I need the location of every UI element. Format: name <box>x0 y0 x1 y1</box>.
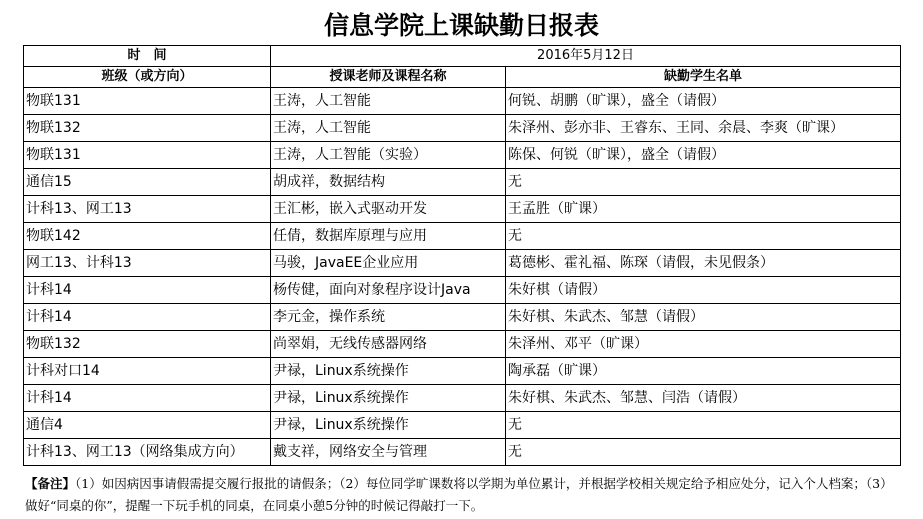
class-cell: 计科14 <box>24 277 271 304</box>
class-cell: 计科对口14 <box>24 358 271 385</box>
course-cell: 王涛，人工智能 <box>271 115 506 142</box>
table-row <box>24 115 901 142</box>
class-cell: 计科14 <box>24 385 271 412</box>
header-row <box>24 67 901 88</box>
class-cell: 计科13、网工13 <box>24 196 271 223</box>
course-cell: 尚翠娟，无线传感器网络 <box>271 331 506 358</box>
course-cell: 任倩，数据库原理与应用 <box>271 223 506 250</box>
absent-cell: 葛德彬、霍礼福、陈琛（请假，未见假条） <box>506 250 901 277</box>
course-cell: 尹禄，Linux系统操作 <box>271 412 506 439</box>
class-cell: 物联131 <box>24 142 271 169</box>
absent-cell: 陈保、何锐（旷课），盛全（请假） <box>506 142 901 169</box>
absent-cell: 朱泽州、彭亦非、王睿东、王同、余晨、李爽（旷课） <box>506 115 901 142</box>
course-cell: 戴支祥，网络安全与管理 <box>271 439 506 466</box>
absent-cell: 无 <box>506 439 901 466</box>
remarks <box>25 473 897 517</box>
absent-cell: 朱泽州、邓平（旷课） <box>506 331 901 358</box>
course-cell: 杨传健，面向对象程序设计Java <box>271 277 506 304</box>
table-row <box>24 250 901 277</box>
absent-cell: 何锐、胡鹏（旷课），盛全（请假） <box>506 88 901 115</box>
absent-cell: 朱好棋（请假） <box>506 277 901 304</box>
course-cell: 王汇彬，嵌入式驱动开发 <box>271 196 506 223</box>
table-row <box>24 385 901 412</box>
absent-cell: 王孟胜（旷课） <box>506 196 901 223</box>
time-row <box>24 46 901 67</box>
absent-cell: 无 <box>506 223 901 250</box>
course-cell: 王涛，人工智能（实验） <box>271 142 506 169</box>
absent-cell: 无 <box>506 169 901 196</box>
class-cell: 网工13、计科13 <box>24 250 271 277</box>
class-cell: 物联132 <box>24 115 271 142</box>
absent-cell: 无 <box>506 412 901 439</box>
class-cell: 物联142 <box>24 223 271 250</box>
course-cell: 尹禄，Linux系统操作 <box>271 358 506 385</box>
table-row <box>24 169 901 196</box>
table-row <box>24 142 901 169</box>
class-cell: 通信15 <box>24 169 271 196</box>
table-row <box>24 358 901 385</box>
table-row <box>24 277 901 304</box>
course-cell: 王涛，人工智能 <box>271 88 506 115</box>
absence-table <box>23 45 901 466</box>
header-absent: 缺勤学生名单 <box>506 67 901 88</box>
table-row <box>24 412 901 439</box>
course-cell: 尹禄，Linux系统操作 <box>271 385 506 412</box>
remarks-tag: 【备注】 <box>25 476 76 491</box>
class-cell: 计科13、网工13（网络集成方向） <box>24 439 271 466</box>
time-label: 时 间 <box>24 46 271 67</box>
table-row <box>24 331 901 358</box>
table-row <box>24 439 901 466</box>
remarks-text: （1）如因病因事请假需提交履行报批的请假条；（2）每位同学旷课数将以学期为单位累计，并根据学校相关规定给予相应处分，记入个人档案；（3）做好“同桌的你”，提醒一下玩手机的同桌，在同桌小憩5分钟的时候记得敲打一下。 <box>25 476 893 513</box>
class-cell: 计科14 <box>24 304 271 331</box>
report-date: 2016年5月12日 <box>271 46 901 67</box>
table-row <box>24 223 901 250</box>
absent-cell: 陶承磊（旷课） <box>506 358 901 385</box>
class-cell: 物联132 <box>24 331 271 358</box>
absent-cell: 朱好棋、朱武杰、邹慧、闫浩（请假） <box>506 385 901 412</box>
table-row <box>24 196 901 223</box>
table-row <box>24 88 901 115</box>
class-cell: 通信4 <box>24 412 271 439</box>
report-title: 信息学院上课缺勤日报表 <box>323 11 599 40</box>
header-course: 授课老师及课程名称 <box>271 67 506 88</box>
course-cell: 马骏，JavaEE企业应用 <box>271 250 506 277</box>
table-row <box>24 304 901 331</box>
class-cell: 物联131 <box>24 88 271 115</box>
course-cell: 李元金，操作系统 <box>271 304 506 331</box>
header-class: 班级（或方向） <box>24 67 271 88</box>
course-cell: 胡成祥，数据结构 <box>271 169 506 196</box>
absent-cell: 朱好棋、朱武杰、邹慧（请假） <box>506 304 901 331</box>
